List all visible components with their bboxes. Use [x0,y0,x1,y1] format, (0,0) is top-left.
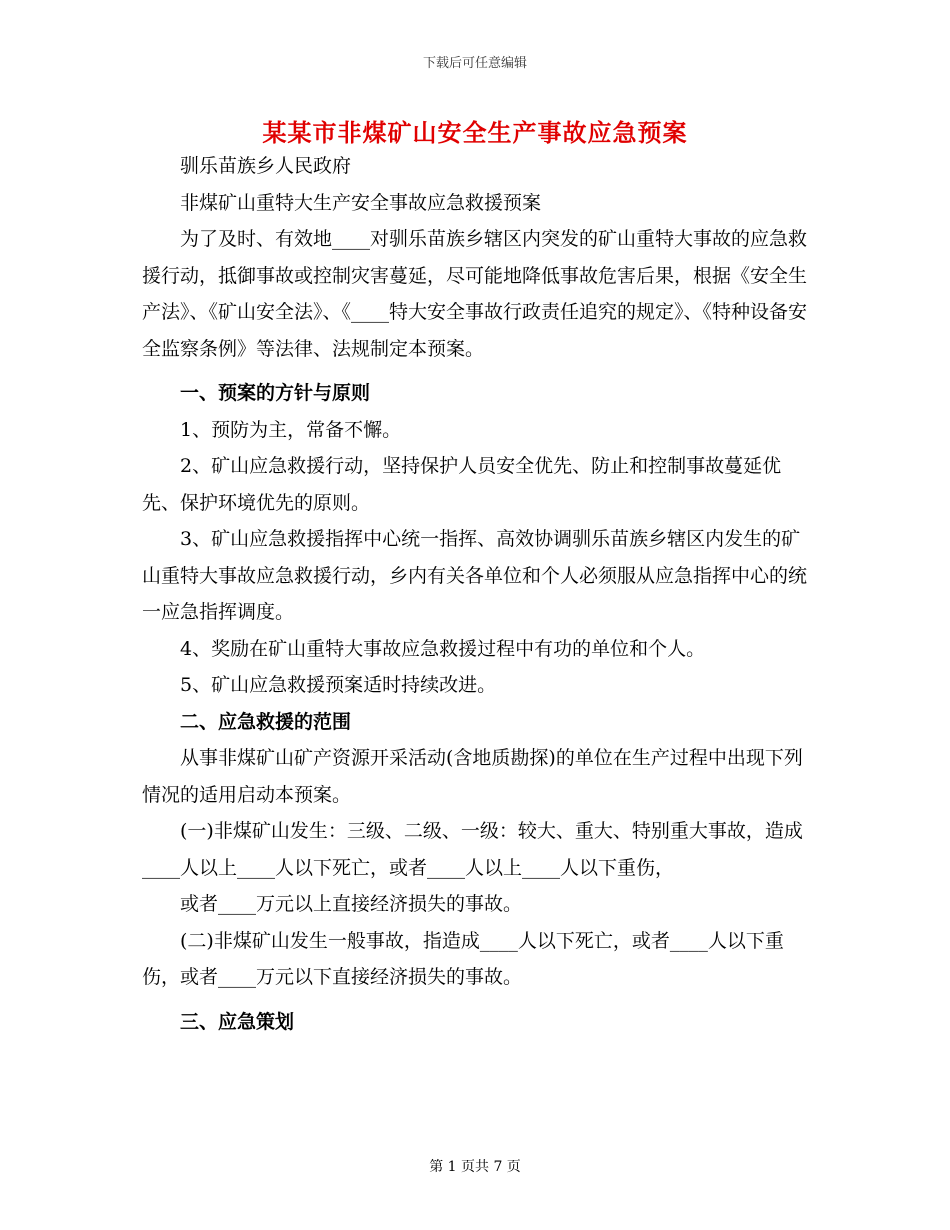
scope-item-cont: 或者____万元以上直接经济损失的事故。 [180,893,523,915]
section-heading-3: 三、应急策划 [180,1010,295,1033]
principle-item: 1、预防为主，常备不懈。 [180,418,402,441]
principle-item: 2、矿山应急救援行动，坚持保护人员安全优先、防止和控制事故蔓延优先、保护环境优先的原则。 [142,455,782,514]
org-name: 驯乐苗族乡人民政府 [180,155,352,177]
scope-item: (一)非煤矿山发生：三级、二级、一级：较大、重大、特别重大事故，造成____人以上____人以下死亡，或者____人以上____人以下重伤， [142,820,803,879]
header-note: 下载后可任意编辑 [422,56,527,71]
document-body [142,148,812,1040]
section-heading-1: 一、预案的方针与原则 [180,382,371,404]
principle-item: 4、奖励在矿山重特大事故应急救援过程中有功的单位和个人。 [180,637,706,660]
page-number: 第 1 页共 7 页 [429,1159,521,1175]
scope-paragraph: 从事非煤矿山矿产资源开采活动(含地质勘探)的单位在生产过程中出现下列情况的适用启动本预案。 [142,747,803,806]
principle-item: 5、矿山应急救援预案适时持续改进。 [180,674,497,696]
document-title: 某某市非煤矿山安全生产事故应急预案 [262,118,688,147]
section-heading-2: 二、应急救援的范围 [180,710,352,733]
intro-paragraph: 为了及时、有效地____对驯乐苗族乡辖区内突发的矿山重特大事故的应急救援行动，抵御事故或控制灾害蔓延，尽可能地降低事故危害后果，根据《安全生产法》、《矿山安全法》、《____特大安全事故行政责任追究的规定》、《特种设备安全监察条例》等法律、法规制定本预案。 [142,228,808,360]
scope-item: (二)非煤矿山发生一般事故，指造成____人以下死亡，或者____人以下重伤，或者____万元以下直接经济损失的事故。 [142,929,784,988]
plan-subtitle: 非煤矿山重特大生产安全事故应急救援预案 [180,191,542,214]
principle-item: 3、矿山应急救援指挥中心统一指挥、高效协调驯乐苗族乡辖区内发生的矿山重特大事故应急救援行动，乡内有关各单位和个人必须服从应急指挥中心的统一应急指挥调度。 [142,528,808,623]
